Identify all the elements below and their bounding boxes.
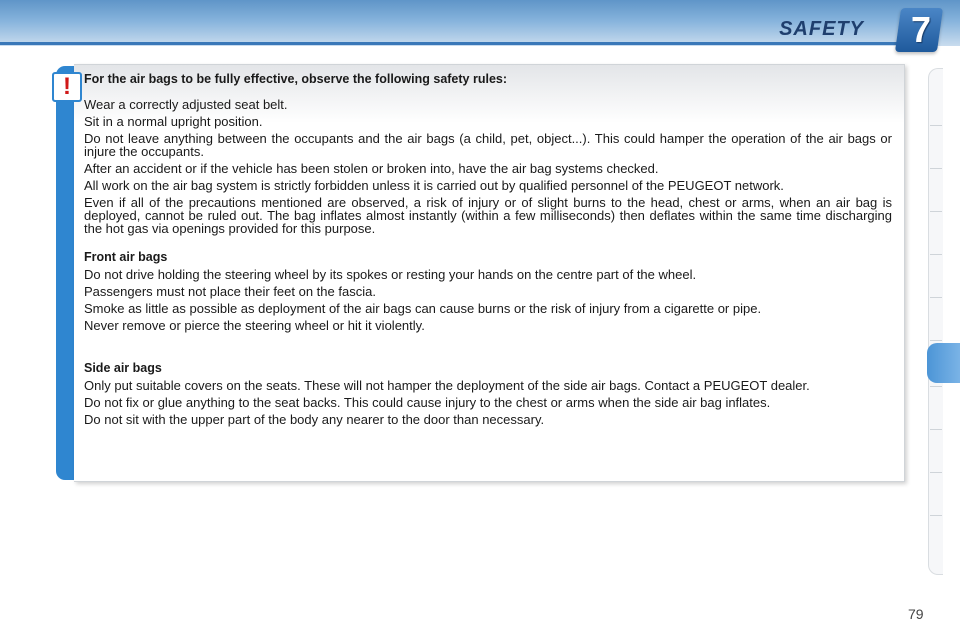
rule-item: Do not drive holding the steering wheel by its spokes or resting your hands on the centre part of the wheel. — [84, 267, 697, 282]
tab-divider — [930, 297, 942, 298]
tab-divider — [930, 429, 942, 430]
rule-item: Do not leave anything between the occupants and the air bags (a child, pet, object...). This could hamper the operation of the air bags or injure the occupants. — [84, 131, 892, 159]
tab-divider — [930, 340, 942, 341]
tab-divider — [930, 168, 942, 169]
tab-divider — [930, 386, 942, 387]
rule-item: Even if all of the precautions mentioned are observed, a risk of injury or of slight burns to the head, chest or arms, when an air bag is deployed, cannot be ruled out. The bag inflates almost instantly (within a few milliseconds) then deflates within the same time discharging the hot gas via openings provided for this purpose. — [84, 195, 892, 236]
rule-item: Do not fix or glue anything to the seat backs. This could cause injury to the chest or arms when the side air bag inflates. — [84, 395, 771, 410]
section-title: SAFETY — [779, 18, 864, 40]
section-spacer — [84, 239, 892, 251]
warning-heading: For the air bags to be fully effective, observe the following safety rules: — [84, 72, 508, 86]
rule-item: After an accident or if the vehicle has been stolen or broken into, have the air bag systems checked. — [84, 161, 659, 176]
rule-item: Wear a correctly adjusted seat belt. — [84, 97, 288, 112]
exclamation-warning-icon: ! — [52, 72, 82, 102]
chapter-number: 7 — [910, 9, 932, 50]
side-airbags-heading: Side air bags — [84, 361, 162, 375]
rule-item: Sit in a normal upright position. — [84, 114, 263, 129]
warning-panel — [74, 64, 905, 482]
tab-divider — [930, 125, 942, 126]
tab-divider — [930, 254, 942, 255]
tab-divider — [930, 472, 942, 473]
tab-divider — [930, 211, 942, 212]
rule-item: Do not sit with the upper part of the body any nearer to the door than necessary. — [84, 412, 545, 427]
rule-item: All work on the air bag system is strictly forbidden unless it is carried out by qualified personnel of the PEUGEOT network. — [84, 178, 784, 193]
rule-item: Passengers must not place their feet on the fascia. — [84, 284, 376, 299]
page-number: 79 — [908, 606, 924, 622]
rule-item: Never remove or pierce the steering wheel or hit it violently. — [84, 318, 425, 333]
front-airbags-heading: Front air bags — [84, 250, 168, 264]
chapter-tab-rail — [928, 68, 943, 575]
rule-item: Smoke as little as possible as deployment of the air bags can cause burns or the risk of injury from a cigarette or pipe. — [84, 301, 762, 316]
section-spacer — [84, 336, 892, 362]
header-divider — [0, 42, 900, 45]
warning-strip — [56, 66, 74, 480]
tab-divider — [930, 515, 942, 516]
rule-item: Only put suitable covers on the seats. These will not hamper the deployment of the side air bags. Contact a PEUGEOT dealer. — [84, 378, 810, 393]
warning-content — [84, 73, 892, 430]
active-chapter-tab — [927, 343, 960, 383]
